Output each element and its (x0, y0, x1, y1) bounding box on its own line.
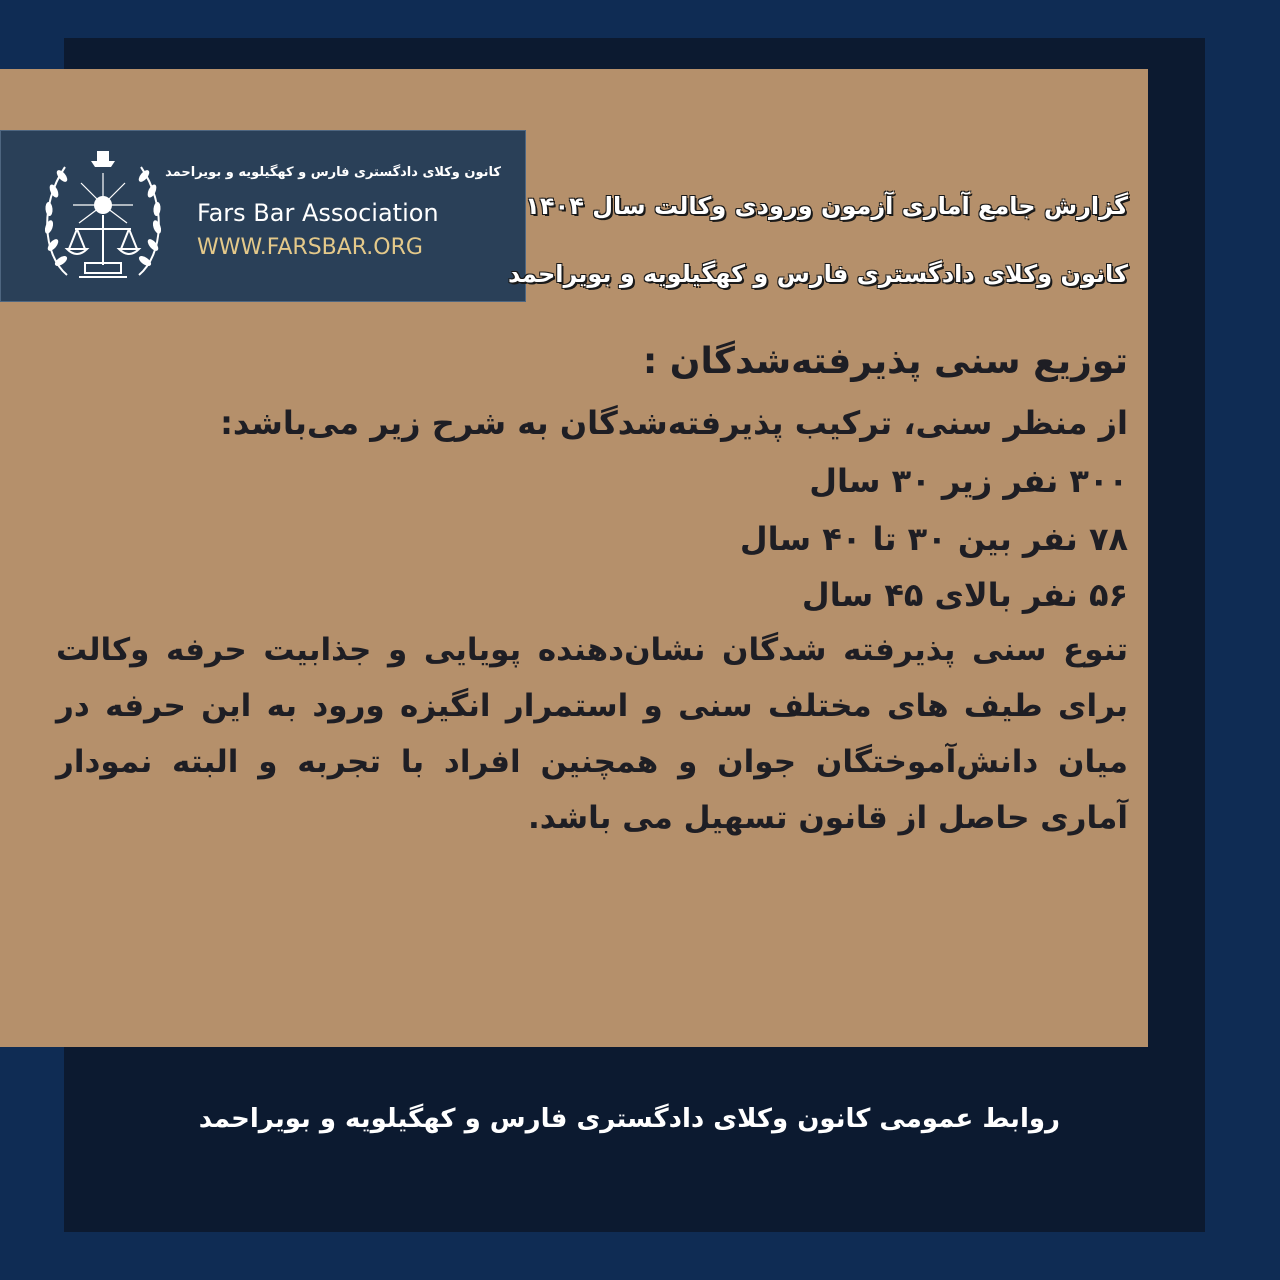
stat-line-under-30: ۳۰۰ نفر زیر ۳۰ سال (809, 462, 1128, 500)
intro-text: از منظر سنی، ترکیب پذیرفته‌شدگان به شرح زیر می‌باشد: (220, 404, 1128, 442)
stat-line-over-45: ۵۶ نفر بالای ۴۵ سال (801, 576, 1128, 614)
scales-of-justice-wreath-emblem (37, 145, 169, 291)
stat-line-30-to-40: ۷۸ نفر بین ۳۰ تا ۴۰ سال (739, 520, 1128, 558)
summary-paragraph: تنوع سنی پذیرفته شدگان نشان‌دهنده پویایی و جذابیت حرفه وکالت برای طیف های مختلف سنی و استمرار انگیزه ورود به این حرفه در میان دانش‌آموختگان جوان و همچنین افراد با تجربه و البته نمودار آماری حاصل از قانون تسهیل می باشد. (56, 632, 1128, 836)
report-subtitle: کانون وکلای دادگستری فارس و کهگیلویه و بویراحمد (508, 260, 1128, 288)
logo-org-name-en: Fars Bar Association (197, 199, 439, 227)
logo-banner (0, 130, 526, 302)
report-title: گزارش جامع آماری آزمون ورودی وکالت سال ۱۴۰۴ (525, 192, 1128, 220)
footer-credit: روابط عمومی کانون وکلای دادگستری فارس و کهگیلویه و بویراحمد (198, 1104, 1060, 1134)
section-title: توزیع سنی پذیرفته‌شدگان : (642, 341, 1128, 382)
logo-org-name-fa: کانون وکلای دادگستری فارس و کهگیلویه و بویراحمد (165, 165, 501, 180)
logo-website: WWW.FARSBAR.ORG (197, 235, 423, 260)
